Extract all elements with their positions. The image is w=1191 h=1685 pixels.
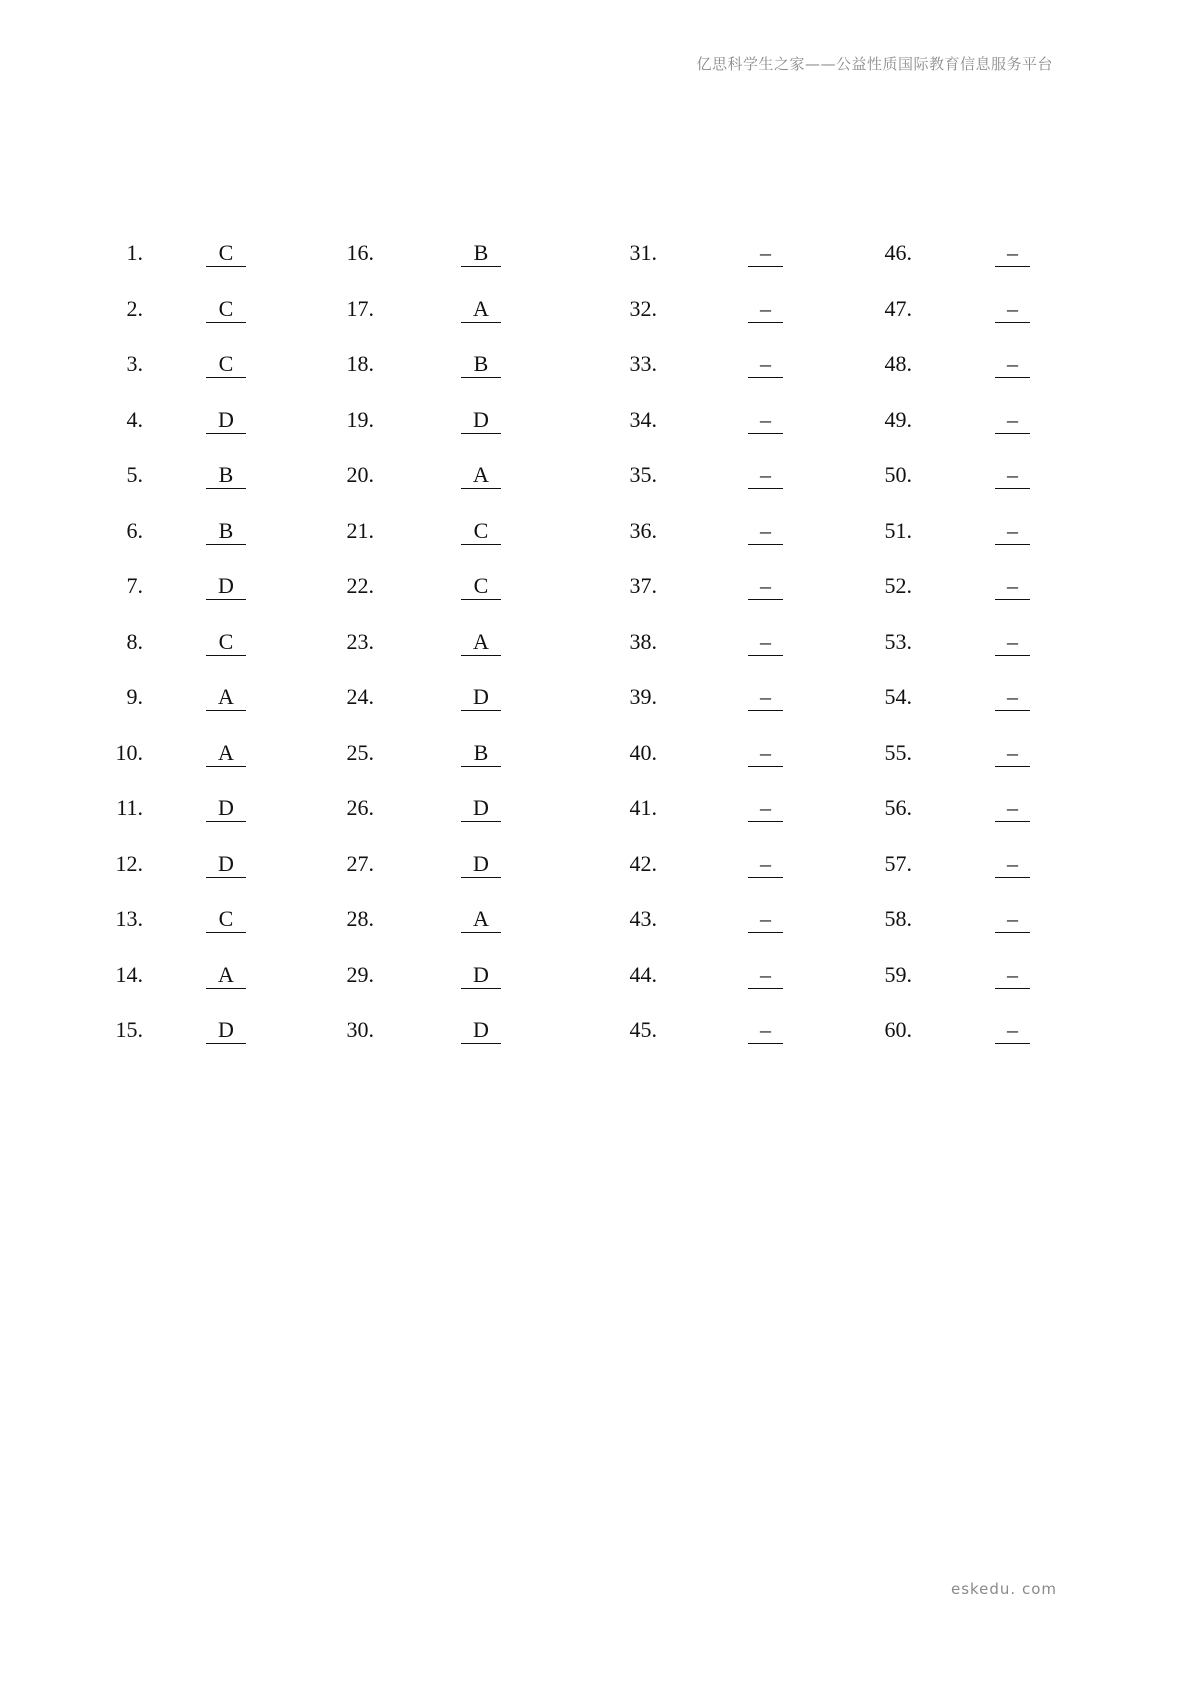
question-number: 54.	[884, 684, 912, 709]
answer-blank: D	[461, 1015, 501, 1044]
question-number: 60.	[884, 1017, 912, 1042]
question-number: 44.	[629, 962, 657, 987]
answer-blank: A	[206, 682, 246, 711]
answer-blank: D	[461, 960, 501, 989]
question-number: 55.	[884, 740, 912, 765]
answer-blank: –	[748, 960, 783, 989]
question-number: 58.	[884, 906, 912, 931]
answer-blank: B	[206, 460, 246, 489]
answer-blank: B	[461, 238, 501, 267]
question-number: 26.	[346, 795, 374, 820]
answer-blank: –	[995, 516, 1030, 545]
question-number: 16.	[346, 240, 374, 265]
question-number: 28.	[346, 906, 374, 931]
question-number: 8.	[126, 629, 143, 654]
question-number: 47.	[884, 296, 912, 321]
answer-blank: D	[206, 849, 246, 878]
question-number: 30.	[346, 1017, 374, 1042]
question-number: 25.	[346, 740, 374, 765]
question-number: 15.	[115, 1017, 143, 1042]
answer-blank: D	[461, 793, 501, 822]
answer-blank: C	[206, 294, 246, 323]
question-number: 31.	[629, 240, 657, 265]
answer-blank: C	[206, 904, 246, 933]
answer-blank: B	[461, 349, 501, 378]
question-number: 4.	[126, 407, 143, 432]
answer-blank: –	[748, 793, 783, 822]
question-number: 9.	[126, 684, 143, 709]
answer-blank: –	[995, 238, 1030, 267]
answer-blank: –	[748, 682, 783, 711]
question-number: 32.	[629, 296, 657, 321]
question-number: 42.	[629, 851, 657, 876]
question-number: 46.	[884, 240, 912, 265]
question-number: 7.	[126, 573, 143, 598]
answer-blank: –	[995, 849, 1030, 878]
question-number: 57.	[884, 851, 912, 876]
question-number: 2.	[126, 296, 143, 321]
question-number: 21.	[346, 518, 374, 543]
question-number: 24.	[346, 684, 374, 709]
question-number: 18.	[346, 351, 374, 376]
answer-blank: D	[206, 571, 246, 600]
answer-blank: –	[748, 904, 783, 933]
answer-blank: A	[206, 960, 246, 989]
question-number: 59.	[884, 962, 912, 987]
question-number: 5.	[126, 462, 143, 487]
answer-blank: –	[995, 1015, 1030, 1044]
answer-blank: –	[995, 682, 1030, 711]
answer-blank: –	[748, 1015, 783, 1044]
answer-blank: B	[206, 516, 246, 545]
question-number: 6.	[126, 518, 143, 543]
question-number: 50.	[884, 462, 912, 487]
question-number: 13.	[115, 906, 143, 931]
answer-blank: A	[206, 738, 246, 767]
answer-blank: C	[206, 349, 246, 378]
answer-blank: D	[461, 682, 501, 711]
question-number: 14.	[115, 962, 143, 987]
question-number: 39.	[629, 684, 657, 709]
answer-blank: A	[461, 294, 501, 323]
question-number: 35.	[629, 462, 657, 487]
footer-note: eskedu. com	[950, 1580, 1057, 1598]
answer-blank: A	[461, 460, 501, 489]
answer-blank: D	[206, 405, 246, 434]
answer-blank: –	[748, 849, 783, 878]
answer-blank: D	[461, 849, 501, 878]
answer-blank: –	[748, 405, 783, 434]
answer-blank: –	[748, 627, 783, 656]
question-number: 20.	[346, 462, 374, 487]
question-number: 53.	[884, 629, 912, 654]
question-number: 56.	[884, 795, 912, 820]
question-number: 3.	[126, 351, 143, 376]
answer-blank: –	[995, 960, 1030, 989]
question-number: 45.	[629, 1017, 657, 1042]
answer-blank: –	[748, 238, 783, 267]
answer-blank: –	[748, 571, 783, 600]
answer-blank: –	[995, 294, 1030, 323]
answer-blank: B	[461, 738, 501, 767]
answer-blank: –	[995, 793, 1030, 822]
answer-blank: –	[995, 349, 1030, 378]
question-number: 34.	[629, 407, 657, 432]
question-number: 43.	[629, 906, 657, 931]
question-number: 37.	[629, 573, 657, 598]
answer-blank: A	[461, 627, 501, 656]
answer-blank: C	[461, 571, 501, 600]
question-number: 27.	[346, 851, 374, 876]
question-number: 49.	[884, 407, 912, 432]
question-number: 52.	[884, 573, 912, 598]
question-number: 51.	[884, 518, 912, 543]
answer-blank: –	[748, 349, 783, 378]
header-note: 亿思科学生之家——公益性质国际教育信息服务平台	[696, 55, 1053, 73]
answer-blank: C	[461, 516, 501, 545]
answer-blank: –	[995, 405, 1030, 434]
question-number: 38.	[629, 629, 657, 654]
question-number: 40.	[629, 740, 657, 765]
question-number: 11.	[116, 795, 143, 820]
question-number: 36.	[629, 518, 657, 543]
question-number: 33.	[629, 351, 657, 376]
answer-blank: D	[461, 405, 501, 434]
question-number: 1.	[126, 240, 143, 265]
answer-blank: –	[995, 571, 1030, 600]
question-number: 22.	[346, 573, 374, 598]
answer-blank: C	[206, 238, 246, 267]
answer-blank: D	[206, 793, 246, 822]
answer-blank: –	[748, 460, 783, 489]
question-number: 19.	[346, 407, 374, 432]
answer-blank: –	[748, 516, 783, 545]
question-number: 12.	[115, 851, 143, 876]
answer-blank: C	[206, 627, 246, 656]
question-number: 10.	[115, 740, 143, 765]
question-number: 23.	[346, 629, 374, 654]
answer-blank: A	[461, 904, 501, 933]
answer-blank: –	[748, 294, 783, 323]
answer-blank: –	[995, 904, 1030, 933]
question-number: 29.	[346, 962, 374, 987]
question-number: 41.	[629, 795, 657, 820]
answer-blank: –	[995, 460, 1030, 489]
question-number: 48.	[884, 351, 912, 376]
answer-blank: D	[206, 1015, 246, 1044]
answer-blank: –	[748, 738, 783, 767]
question-number: 17.	[346, 296, 374, 321]
answer-blank: –	[995, 738, 1030, 767]
answer-blank: –	[995, 627, 1030, 656]
